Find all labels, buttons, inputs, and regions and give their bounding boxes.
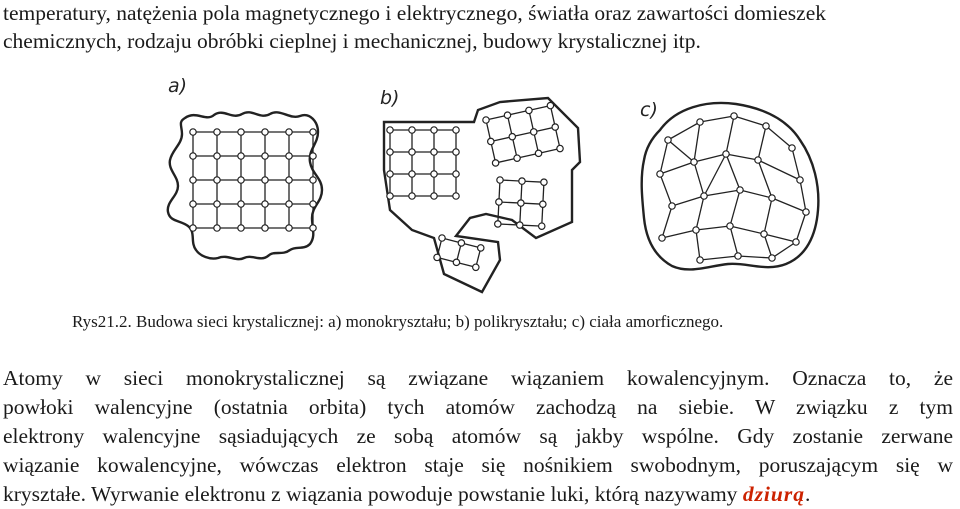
amorphous-atom xyxy=(761,231,767,237)
paragraph-line-5-end: . xyxy=(804,482,811,506)
amorphous-bond xyxy=(700,256,738,260)
grain-1-atom xyxy=(453,149,459,155)
grain-1-atom xyxy=(431,149,437,155)
amorphous-bond xyxy=(694,154,726,162)
mono-atom xyxy=(190,129,196,135)
paragraph-line-3: elektrony walencyjne sąsiadujących ze sobą atomów są jakby wspólne. Gdy zostanie zerwane xyxy=(3,424,953,448)
emphasis-term: dziurą xyxy=(742,482,805,506)
grain-3-atom xyxy=(495,221,501,227)
grain-1-atom xyxy=(431,127,437,133)
mono-atom xyxy=(310,177,316,183)
amorphous-lattice xyxy=(642,103,819,269)
label-a: a) xyxy=(168,75,188,97)
amorphous-bond xyxy=(796,212,806,242)
amorphous-atom xyxy=(659,235,665,241)
amorphous-bond xyxy=(700,116,734,122)
grain-4-atom xyxy=(478,245,484,251)
amorphous-bond xyxy=(734,116,766,126)
amorphous-bond xyxy=(758,126,766,160)
grain-3-atom xyxy=(519,178,525,184)
grain-2-atom xyxy=(531,129,537,135)
mono-atom xyxy=(238,177,244,183)
grain-3-atom xyxy=(518,200,524,206)
mono-atom xyxy=(238,129,244,135)
polycrystal-lattice xyxy=(384,98,580,292)
mono-atom xyxy=(286,225,292,231)
mono-atom xyxy=(214,225,220,231)
amorphous-bond xyxy=(668,122,700,140)
amorphous-atom xyxy=(797,177,803,183)
amorphous-atom xyxy=(735,253,741,259)
amorphous-atom xyxy=(665,137,671,143)
mono-atom xyxy=(238,225,244,231)
mono-atom xyxy=(262,177,268,183)
mono-atom xyxy=(310,129,316,135)
amorphous-atom xyxy=(697,119,703,125)
amorphous-bond xyxy=(660,162,694,174)
amorphous-bond xyxy=(668,140,694,162)
amorphous-atom xyxy=(763,123,769,129)
paragraph-line-1: Atomy w sieci monokrystalicznej są związane wiązaniem kowalencyjnym. Oznacza to, że xyxy=(3,366,953,390)
amorphous-atom xyxy=(769,255,775,261)
amorphous-bond xyxy=(730,226,764,234)
amorphous-bond xyxy=(730,190,740,226)
grain-2-atom xyxy=(514,155,520,161)
amorphous-atom xyxy=(789,145,795,151)
grain-3-atom xyxy=(539,223,545,229)
mono-atom xyxy=(190,153,196,159)
grain-2-atom xyxy=(557,145,563,151)
mono-atom xyxy=(238,201,244,207)
amorphous-bond xyxy=(772,242,796,258)
grain-2-atom xyxy=(483,117,489,123)
amorphous-bond xyxy=(772,198,806,212)
figure-caption: Rys21.2. Budowa sieci krystalicznej: a) monokryształu; b) polikryształu; c) ciała amorficznego. xyxy=(72,312,724,331)
grain-3-atom xyxy=(541,179,547,185)
grain-1-atom xyxy=(453,127,459,133)
amorphous-bond xyxy=(764,198,772,234)
amorphous-atom xyxy=(693,227,699,233)
mono-atom xyxy=(214,153,220,159)
grain-2-atom xyxy=(492,160,498,166)
mono-atom xyxy=(262,225,268,231)
grain-4-atom xyxy=(458,240,464,246)
amorphous-bond xyxy=(662,206,672,238)
amorphous-bond xyxy=(672,196,704,206)
amorphous-bond xyxy=(726,154,740,190)
text-line-2: chemicznych, rodzaju obróbki cieplnej i mechanicznej, budowy krystalicznej itp. xyxy=(3,29,701,53)
grain-1-atom xyxy=(409,171,415,177)
mono-atom xyxy=(214,201,220,207)
grain-2-atom xyxy=(504,112,510,118)
amorphous-bond xyxy=(696,230,700,260)
grain-1-atom xyxy=(453,193,459,199)
amorphous-atom xyxy=(691,159,697,165)
mono-atom xyxy=(286,129,292,135)
amorphous-atom xyxy=(669,203,675,209)
mono-atom xyxy=(214,129,220,135)
mono-atom xyxy=(262,153,268,159)
mono-atom xyxy=(310,153,316,159)
grain-1-atom xyxy=(387,149,393,155)
mono-atom xyxy=(286,177,292,183)
grain-3-atom xyxy=(517,222,523,228)
grain-2-atom xyxy=(547,102,553,108)
paragraph-line-5-text: kryształe. Wyrwanie elektronu z wiązania powoduje powstanie luki, którą nazywamy xyxy=(3,482,743,506)
grain-3-atom xyxy=(497,177,503,183)
grain-4-atom xyxy=(453,259,459,265)
amorphous-bond xyxy=(696,226,730,230)
amorphous-bond xyxy=(726,116,734,154)
amorphous-atom xyxy=(803,209,809,215)
grain-2-atom xyxy=(552,124,558,130)
amorphous-atom xyxy=(697,257,703,263)
amorphous-bond xyxy=(740,190,772,198)
paragraph-line-4: wiązanie kowalencyjne, wówczas elektron staje się nośnikiem swobodnym, poruszającym się w xyxy=(3,453,953,477)
mono-atom xyxy=(310,225,316,231)
amorphous-atom xyxy=(727,223,733,229)
grain-1-atom xyxy=(387,127,393,133)
grain-4-atom xyxy=(434,254,440,260)
paragraph-line-5 xyxy=(3,480,810,509)
amorphous-bond xyxy=(696,196,704,230)
mono-atom xyxy=(190,225,196,231)
mono-atom xyxy=(310,201,316,207)
text-line-1: temperatury, natężenia pola magnetycznego i elektrycznego, światła oraz zawartości domieszek xyxy=(3,1,826,25)
amorphous-bond xyxy=(800,180,806,212)
amorphous-bond xyxy=(766,126,792,148)
grain-1-atom xyxy=(431,193,437,199)
mono-atom xyxy=(190,177,196,183)
amorphous-bond xyxy=(660,174,672,206)
amorphous-bond xyxy=(694,122,700,162)
amorphous-atom xyxy=(657,171,663,177)
grain-2-atom xyxy=(509,133,515,139)
mono-atom xyxy=(262,201,268,207)
grain-4-atom xyxy=(473,264,479,270)
monocrystal-lattice xyxy=(168,112,322,259)
amorphous-atom xyxy=(731,113,737,119)
grain-1-atom xyxy=(387,171,393,177)
grain-1-atom xyxy=(409,193,415,199)
mono-atom xyxy=(238,153,244,159)
amorphous-atom xyxy=(737,187,743,193)
grain-3-atom xyxy=(540,201,546,207)
amorphous-bond xyxy=(660,140,668,174)
amorphous-atom xyxy=(793,239,799,245)
grain-2-atom xyxy=(535,150,541,156)
amorphous-bond xyxy=(792,148,800,180)
amorphous-bond xyxy=(704,190,740,196)
mono-atom xyxy=(286,153,292,159)
amorphous-bond xyxy=(764,234,796,242)
grain-1-atom xyxy=(409,127,415,133)
paragraph-line-2: powłoki walencyjne (ostatnia orbita) tych atomów zachodzą na siebie. W związku z tym xyxy=(3,395,953,419)
grain-1-atom xyxy=(453,171,459,177)
grain-4-atom xyxy=(439,235,445,241)
amorphous-bond xyxy=(730,226,738,256)
grain-1-atom xyxy=(409,149,415,155)
grain-2-atom xyxy=(488,138,494,144)
mono-atom xyxy=(262,129,268,135)
grain-2-atom xyxy=(526,107,532,113)
grain-1-atom xyxy=(431,171,437,177)
amorphous-bond xyxy=(704,154,726,196)
amorphous-atom xyxy=(701,193,707,199)
amorphous-atom xyxy=(755,157,761,163)
amorphous-atom xyxy=(769,195,775,201)
grain-1-atom xyxy=(387,193,393,199)
amorphous-bond xyxy=(738,256,772,258)
amorphous-bond xyxy=(662,230,696,238)
mono-atom xyxy=(214,177,220,183)
grain-3-atom xyxy=(496,199,502,205)
amorphous-atom xyxy=(723,151,729,157)
crystal-lattice-figure xyxy=(0,70,960,300)
label-b: b) xyxy=(380,87,400,109)
amorphous-bond xyxy=(694,162,704,196)
mono-atom xyxy=(190,201,196,207)
label-c: c) xyxy=(640,99,658,121)
amorphous-bond xyxy=(726,154,758,160)
mono-atom xyxy=(286,201,292,207)
